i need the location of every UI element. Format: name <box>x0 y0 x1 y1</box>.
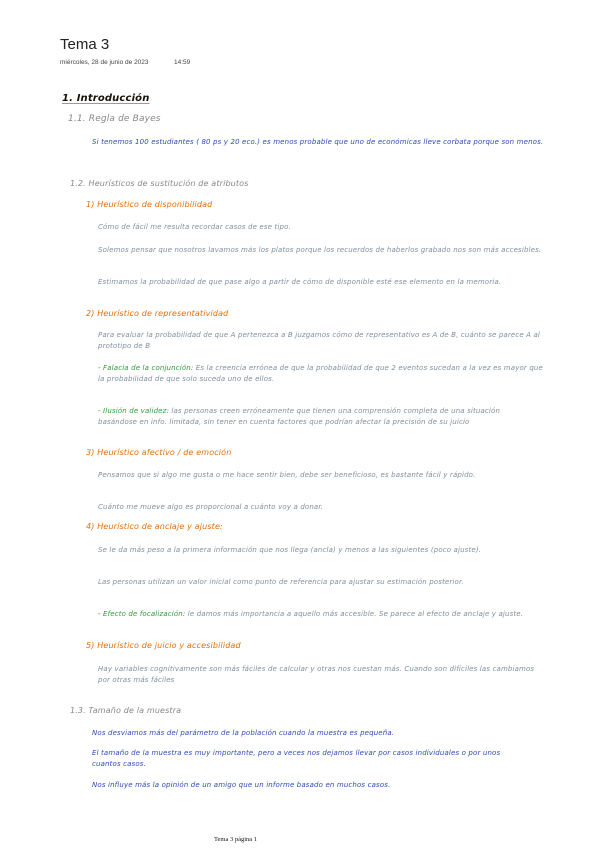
heuristic-4-p1: Se le da más peso a la primera información que nos llega (ancla) y menos a las siguientes (poco ajuste). <box>98 546 482 554</box>
muestra-p2: El tamaño de la muestra es muy importante, pero a veces nos dejamos llevar por casos individuales o por unos cuantos casos. <box>92 749 501 768</box>
ilusion-label: - Ilusión de validez: <box>98 407 169 415</box>
heuristic-5-p1: Hay variables cognitivamente son más fáciles de calcular y otras nos cuestan más. Cuando son difíciles las cambiamos por otras más fáciles <box>98 665 535 684</box>
efecto-label: - Efecto de focalización: <box>98 610 186 618</box>
ilusion-text: las personas creen erróneamente que tienen una comprensión completa de una situación basándose en info. limitada, sin tener en cuenta factores que podrían afectar la precisión de su juicio <box>98 407 501 426</box>
heuristic-title-2: 2) Heurístico de representatividad <box>86 309 229 318</box>
heuristic-title-5: 5) Heurístico de juicio y accesibilidad <box>86 641 241 650</box>
page-time: 14:59 <box>174 59 191 66</box>
heuristic-1-p1: Cómo de fácil me resulta recordar casos de ese tipo. <box>98 223 291 231</box>
heuristic-title-3: 3) Heurístico afectivo / de emoción <box>86 448 232 457</box>
subsection-heading-bayes: 1.1. Regla de Bayes <box>68 114 161 124</box>
muestra-p3: Nos influye más la opinión de un amigo que un informe basado en muchos casos. <box>92 781 391 789</box>
section-heading: 1. Introducción <box>62 93 150 104</box>
heuristic-3-p2: Cuánto me mueve algo es proporcional a cuánto voy a donar. <box>98 503 324 511</box>
heuristic-title-4: 4) Heurístico de anclaje y ajuste: <box>86 522 223 531</box>
heuristic-1-p3: Estimamos la probabilidad de que pase algo a partir de cómo de disponible esté ese elemento en la memoria. <box>98 278 502 286</box>
heuristic-1-p2: Solemos pensar que nosotros lavamos más los platos porque los recuerdos de haberlos grabado nos son más accesibles. <box>98 246 542 254</box>
heuristic-2-p1: Para evaluar la probabilidad de que A pertenezca a B juzgamos cómo de representativo es A de B, cuánto se parece A al prototipo de B <box>98 331 541 350</box>
ilusion-validez <box>98 406 538 428</box>
efecto-focalizacion <box>98 609 528 620</box>
page-title: Tema 3 <box>60 36 110 53</box>
page-footer: Tema 3 página 1 <box>214 836 258 843</box>
falacia-conjuncion <box>98 363 548 385</box>
heuristic-4-p2: Las personas utilizan un valor inicial como punto de referencia para ajustar su estimación posterior. <box>98 578 464 586</box>
bayes-text: Si tenemos 100 estudiantes ( 80 ps y 20 eco.) es menos probable que uno de económicas lleve corbata porque son menos. <box>92 138 544 146</box>
heuristic-title-1: 1) Heurístico de disponibilidad <box>86 200 213 209</box>
subsection-heading-heuristicos: 1.2. Heurísticos de sustitución de atributos <box>70 179 249 188</box>
subsection-heading-muestra: 1.3. Tamaño de la muestra <box>70 706 182 715</box>
falacia-label: - Falacia de la conjunción: <box>98 364 194 372</box>
heuristic-3-p1: Pensamos que si algo me gusta o me hace sentir bien, debe ser beneficioso, es bastante fácil y rápido. <box>98 471 476 479</box>
falacia-text: Es la creencia errónea de que la probabilidad de que 2 eventos sucedan a la vez es mayor que la probabilidad de que solo suceda uno de ellos. <box>98 364 543 383</box>
muestra-p1: Nos desviamos más del parámetro de la población cuando la muestra es pequeña. <box>92 729 395 737</box>
page-date: miércoles, 28 de junio de 2023 <box>60 59 149 66</box>
efecto-text: le damos más importancia a aquello más accesible. Se parece al efecto de anclaje y ajuste. <box>187 610 524 618</box>
